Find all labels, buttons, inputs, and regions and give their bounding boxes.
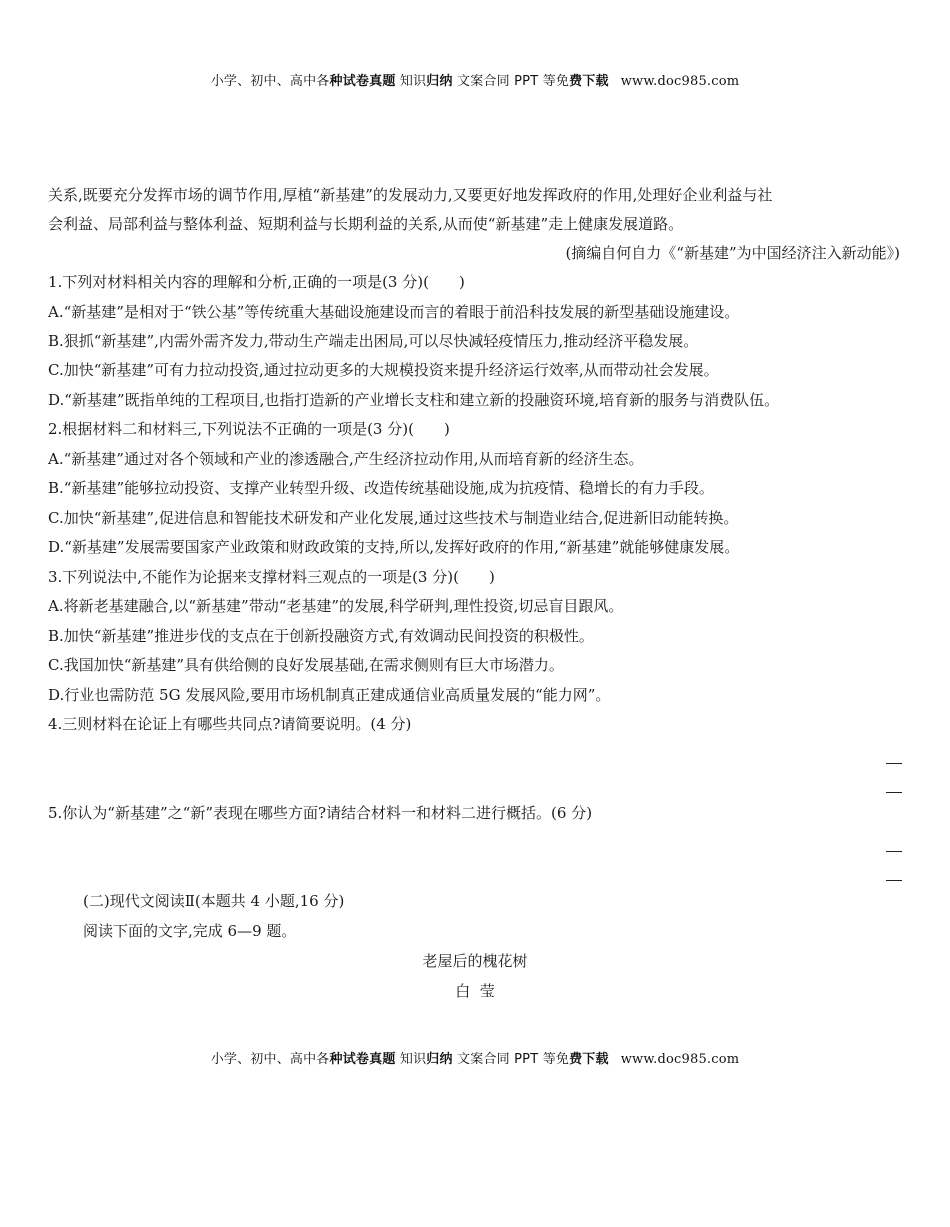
question-3-stem: 3.下列说法中,不能作为论据来支撑材料三观点的一项是(3 分)( ) xyxy=(48,568,495,586)
article-title: 老屋后的槐花树 xyxy=(422,952,528,970)
passage-line: 关系,既要充分发挥市场的调节作用,厚植“新基建”的发展动力,又要更好地发挥政府的作用,处理好企业利益与社 xyxy=(48,186,773,204)
question-1-option-a[interactable]: A.“新基建”是相对于“铁公基”等传统重大基础设施建设而言的着眼于前沿科技发展的新型基础设施建设。 xyxy=(48,303,740,321)
article-author: 白 莹 xyxy=(455,982,495,1000)
question-1-option-b[interactable]: B.狠抓“新基建”,内需外需齐发力,带动生产端走出困局,可以尽快减轻疫情压力,推动经济平稳发展。 xyxy=(48,332,699,350)
header-url[interactable]: www.doc985.com xyxy=(620,74,740,89)
section-heading: (二)现代文阅读Ⅱ(本题共 4 小题,16 分) xyxy=(83,892,345,910)
question-3-option-d[interactable]: D.行业也需防范 5G 发展风险,要用市场机制真正建成通信业高质量发展的“能力网”。 xyxy=(48,686,611,704)
question-2-option-a[interactable]: A.“新基建”通过对各个领域和产业的渗透融合,产生经济拉动作用,从而培育新的经济生态。 xyxy=(48,450,644,468)
question-2-stem: 2.根据材料二和材料三,下列说法不正确的一项是(3 分)( ) xyxy=(48,420,450,438)
question-4-stem: 4.三则材料在论证上有哪些共同点?请简要说明。(4 分) xyxy=(48,715,412,733)
page-footer: 小学、初中、高中各种试卷真题 知识归纳 文案合同 PPT 等免费下载 www.doc985.com xyxy=(210,1052,740,1067)
passage-source: (摘编自何自力《“新基建”为中国经济注入新动能》) xyxy=(565,244,900,262)
section-instruction: 阅读下面的文字,完成 6—9 题。 xyxy=(83,922,297,940)
question-2-option-d[interactable]: D.“新基建”发展需要国家产业政策和财政政策的支持,所以,发挥好政府的作用,“新基建”就能够健康发展。 xyxy=(48,538,740,556)
passage-line: 会利益、局部利益与整体利益、短期利益与长期利益的关系,从而使“新基建”走上健康发展道路。 xyxy=(48,215,684,233)
footer-url[interactable]: www.doc985.com xyxy=(620,1052,740,1067)
question-2-option-b[interactable]: B.“新基建”能够拉动投资、支撑产业转型升级、改造传统基础设施,成为抗疫情、稳增长的有力手段。 xyxy=(48,479,714,497)
page-header: 小学、初中、高中各种试卷真题 知识归纳 文案合同 PPT 等免费下载 www.doc985.com xyxy=(210,74,740,89)
question-3-option-a[interactable]: A.将新老基建融合,以“新基建”带动“老基建”的发展,科学研判,理性投资,切忌盲目跟风。 xyxy=(48,597,624,615)
answer-line[interactable] xyxy=(886,792,902,793)
question-1-stem: 1.下列对材料相关内容的理解和分析,正确的一项是(3 分)( ) xyxy=(48,273,465,291)
question-2-option-c[interactable]: C.加快“新基建”,促进信息和智能技术研发和产业化发展,通过这些技术与制造业结合,促进新旧动能转换。 xyxy=(48,509,739,527)
question-3-option-b[interactable]: B.加快“新基建”推进步伐的支点在于创新投融资方式,有效调动民间投资的积极性。 xyxy=(48,627,594,645)
question-5-stem: 5.你认为“新基建”之“新”表现在哪些方面?请结合材料一和材料二进行概括。(6 分) xyxy=(48,804,593,822)
answer-line[interactable] xyxy=(886,763,902,764)
question-1-option-c[interactable]: C.加快“新基建”可有力拉动投资,通过拉动更多的大规模投资来提升经济运行效率,从而带动社会发展。 xyxy=(48,361,719,379)
question-1-option-d[interactable]: D.“新基建”既指单纯的工程项目,也指打造新的产业增长支柱和建立新的投融资环境,培育新的服务与消费队伍。 xyxy=(48,391,780,409)
answer-line[interactable] xyxy=(886,880,902,881)
answer-line[interactable] xyxy=(886,851,902,852)
question-3-option-c[interactable]: C.我国加快“新基建”具有供给侧的良好发展基础,在需求侧则有巨大市场潜力。 xyxy=(48,656,564,674)
